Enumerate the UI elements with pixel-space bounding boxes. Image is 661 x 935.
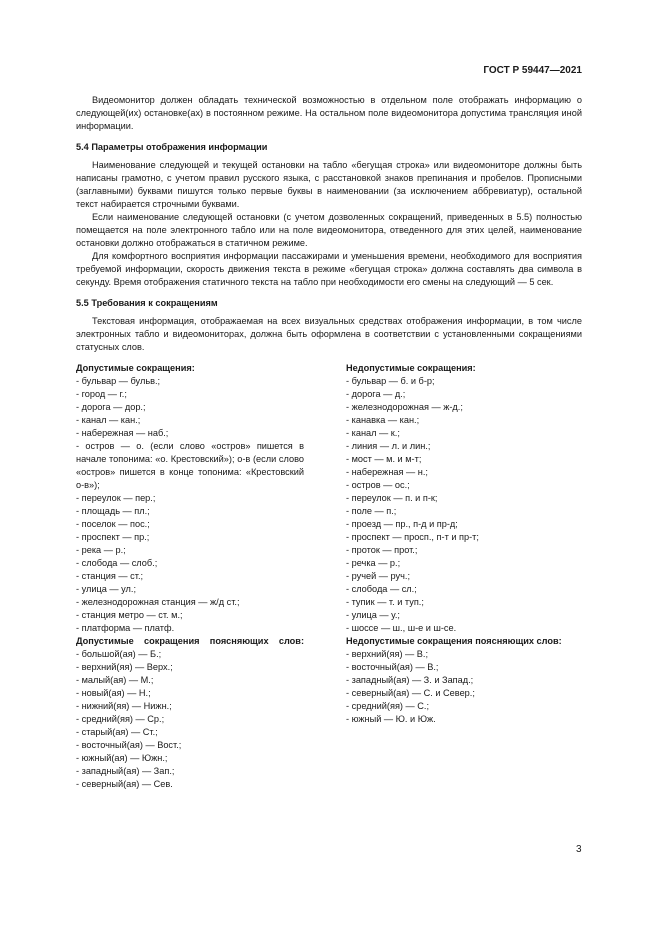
list-item: - линия — л. и лин.; [346,441,431,451]
paragraph-5-4-2: Если наименование следующей остановки (с учетом дозволенных сокращений, приведенных в 5.5) полностью помещается на поле электронного табло или на поле видеомонитора, отведенного для этих целей, наименование остановки должно отображаться в статичном режиме. [76,212,582,248]
paragraph-5-4-1: Наименование следующей и текущей остановки на табло «бегущая строка» или видеомониторе должны быть написаны грамотно, с учетом правил русского языка, с расстановкой знаков препинания и пробелов. Прописными (заглавными) буквами пишутся только первые буквы в наименовании (за исключением аббревиатур), остальной текст набирается строчными буквами. [76,160,582,209]
section-heading-5-4: 5.4 Параметры отображения информации [76,142,268,152]
list-item: - железнодорожная — ж-д.; [346,402,463,412]
list-item: - канавка — кан.; [346,415,420,425]
allowed-heading: Допустимые сокращения: [76,363,195,373]
list-item: - остров — о. (если слово «остров» пишется в начале топонима: «о. Крестовский»); о-в (если слово «остров» пишется в конце топонима: «Крестовский о-в»); [76,441,304,490]
list-item: - северный(ая) — С. и Север.; [346,688,475,698]
list-item: - северный(ая) — Сев. [76,779,173,789]
forbidden-explanatory-heading: Недопустимые сокращения поясняющих слов: [346,636,562,646]
document-code: ГОСТ Р 59447—2021 [483,65,582,76]
list-item: - площадь — пл.; [76,506,150,516]
list-item: - новый(ая) — Н.; [76,688,151,698]
abbreviation-columns [76,362,582,791]
list-item: - канал — к.; [346,428,400,438]
list-item: - тупик — т. и туп.; [346,597,424,607]
list-item: - станция метро — ст. м.; [76,610,183,620]
list-item: - слобода — слоб.; [76,558,158,568]
list-item: - канал — кан.; [76,415,141,425]
list-item: - ручей — руч.; [346,571,411,581]
list-item: - город — г.; [76,389,127,399]
right-column [346,362,582,791]
list-item: - переулок — пер.; [76,493,156,503]
paragraph-5-5: Текстовая информация, отображаемая на всех визуальных средствах отображения информации, в том числе электронных табло и видеомониторах, должна быть оформлена в соответствии с установленными сокращениями статусных слов. [76,316,582,352]
list-item: - западный(ая) — Зап.; [76,766,175,776]
list-item: - бульвар — б. и б-р; [346,376,435,386]
list-item: - переулок — п. и п-к; [346,493,438,503]
list-item: - слобода — сл.; [346,584,417,594]
list-item: - мост — м. и м-т; [346,454,422,464]
list-item: - старый(ая) — Ст.; [76,727,158,737]
list-item: - восточный(ая) — Вост.; [76,740,182,750]
list-item: - проспект — пр.; [76,532,150,542]
page-content [76,94,582,791]
allowed-explanatory-heading: Допустимые сокращения поясняющих слов: [76,636,304,646]
list-item: - бульвар — бульв.; [76,376,161,386]
list-item: - поселок — пос.; [76,519,150,529]
list-item: - поле — п.; [346,506,397,516]
list-item: - остров — ос.; [346,480,410,490]
list-item: - верхний(яя) — В.; [346,649,429,659]
forbidden-heading: Недопустимые сокращения: [346,363,476,373]
list-item: - проезд — пр., п-д и пр-д; [346,519,458,529]
list-item: - южный(ая) — Южн.; [76,753,168,763]
list-item: - нижний(яя) — Нижн.; [76,701,172,711]
list-item: - малый(ая) — М.; [76,675,154,685]
list-item: - речка — р.; [346,558,401,568]
allowed-explanatory-list [76,648,304,791]
list-item: - верхний(яя) — Верх.; [76,662,173,672]
list-item: - станция — ст.; [76,571,144,581]
list-item: - западный(ая) — З. и Запад.; [346,675,474,685]
list-item: - большой(ая) — Б.; [76,649,162,659]
list-item: - улица — у.; [346,610,400,620]
allowed-list [76,375,304,635]
list-item: - железнодорожная станция — ж/д ст.; [76,597,240,607]
forbidden-list [346,375,582,635]
forbidden-explanatory-list [346,648,582,726]
list-item: - шоссе — ш., ш-е и ш-се. [346,623,457,633]
list-item: - набережная — н.; [346,467,428,477]
list-item: - улица — ул.; [76,584,137,594]
list-item: - восточный(ая) — В.; [346,662,439,672]
paragraph-5-4-3: Для комфортного восприятия информации пассажирами и уменьшения времени, необходимого для восприятия требуемой информации, скорость движения текста в режиме «бегущая строка» должна составлять два символа в секунду. Время отображения статичного текста на табло при необходимости его смены на следующий — 5 сек. [76,251,582,287]
list-item: - средний(яя) — Ср.; [76,714,165,724]
list-item: - южный — Ю. и Юж. [346,714,436,724]
list-item: - дорога — дор.; [76,402,146,412]
list-item: - набережная — наб.; [76,428,169,438]
list-item: - река — р.; [76,545,126,555]
list-item: - средний(яя) — С.; [346,701,430,711]
intro-paragraph: Видеомонитор должен обладать технической возможностью в отдельном поле отображать информацию о следующей(их) остановке(ах) в постоянном режиме. На остальном поле видеомонитора допустима трансляция иной информации. [76,95,582,131]
list-item: - проспект — просп., п-т и пр-т; [346,532,479,542]
left-column [76,362,304,791]
page-number: 3 [576,844,582,855]
list-item: - платформа — платф. [76,623,175,633]
list-item: - дорога — д.; [346,389,406,399]
list-item: - проток — прот.; [346,545,418,555]
section-heading-5-5: 5.5 Требования к сокращениям [76,298,218,308]
